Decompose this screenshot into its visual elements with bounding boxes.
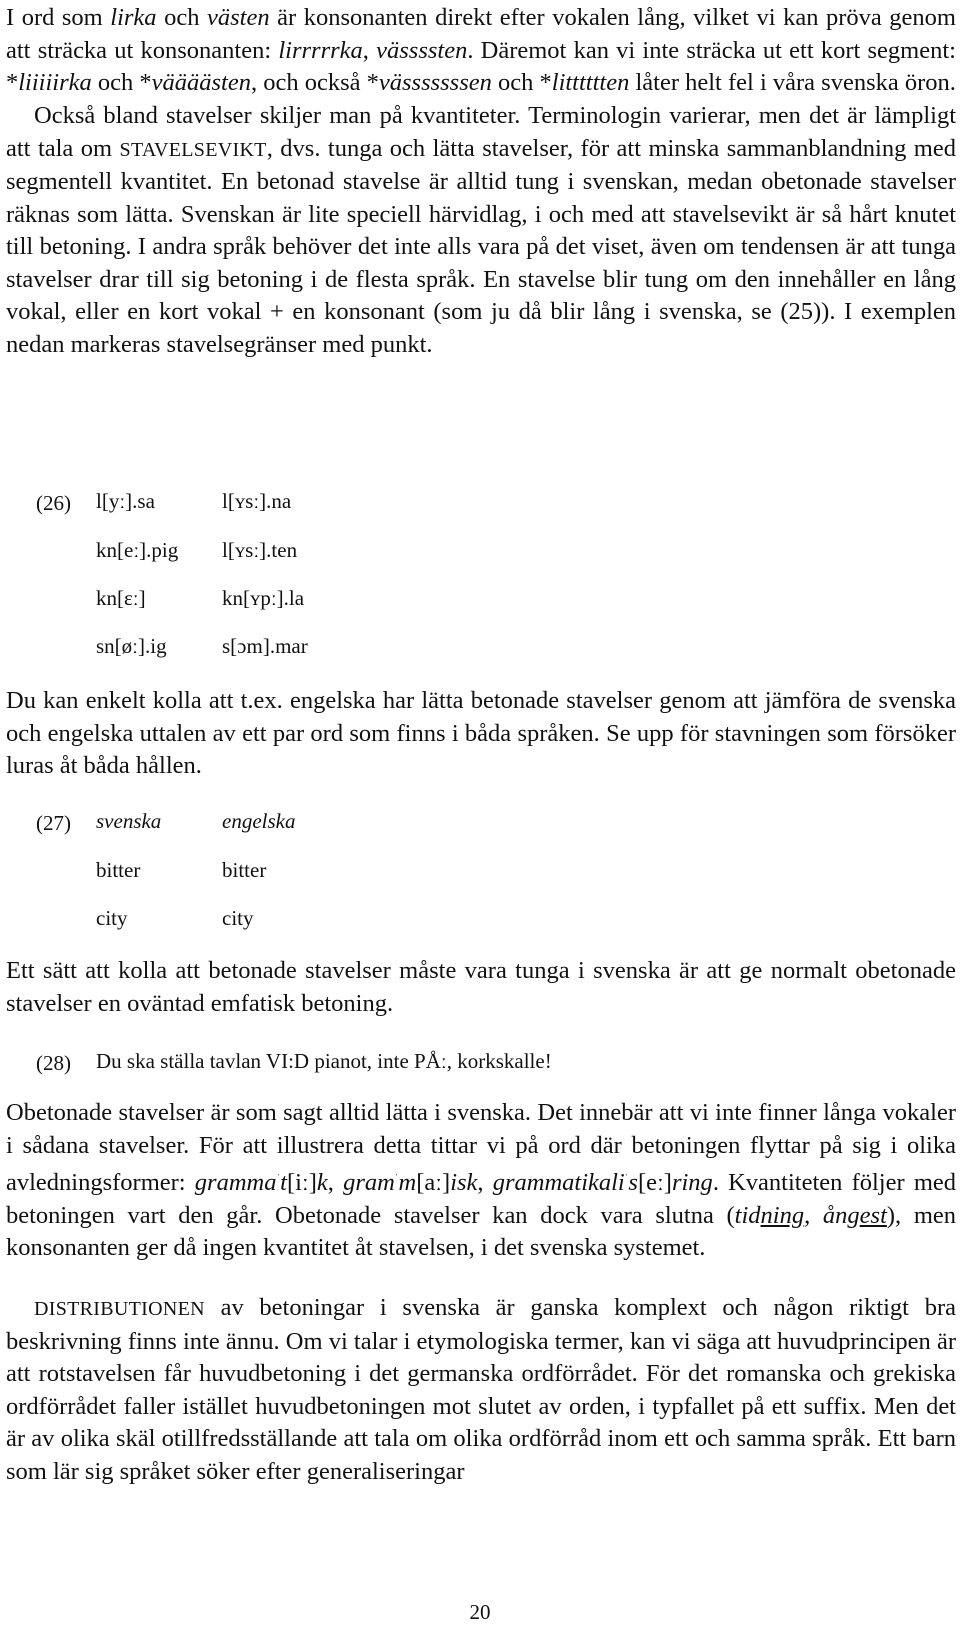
example-item: kn[ʏpː].la (222, 586, 305, 610)
paragraph-4: Ett sätt att kolla att betonade stavelser måste vara tunga i svenska är att ge normalt obetonade stavelser en oväntad emfatisk betoning. (6, 957, 956, 1017)
example-header: svenska (96, 809, 162, 833)
paragraph-6: DISTRIBUTIONEN av betoningar i svenska är ganska komplext och någon riktigt bra beskrivning finns inte ännu. Om vi talar i etymologiska termer, kan vi säga att huvudprincipen är att rotstavelsen får huvudbetoning i det germanska ordförrådet. För det romanska och grekiska ordförrådet faller istället huvudbetoningen mot slutet av orden, i typfallet på ett suffix. Men det är av olika skäl otillfredsställande att tala om olika ordförråd inom ett och samma språk. Ett barn som lär sig språket söker efter generaliseringar (6, 1294, 956, 1485)
example-header: engelska (222, 809, 296, 833)
example-number: (27) (36, 811, 71, 835)
paragraph-5: Obetonade stavelser är som sagt alltid lätta i svenska. Det innebär att vi inte finner långa vokaler i sådana stavelser. För att illustrera detta tittar vi på ord där betoningen flyttar på sig i olika avledningsformer: gramma$^ˈ$t[iː]k, gram$^ˈ$m[aː]isk, grammatikali$^ˈ$s[eː]ring. Kvantiteten följer med betoningen vart den går. Obetonade stavelser kan dock vara slutna (tidning, ångest), men konsonanten ger då ingen kvantitet åt stavelsen, i det svenska systemet. (6, 1099, 957, 1262)
paragraph-1: I ord som lirka och västen är konsonanten direkt efter vokalen lång, vilket vi kan pröva genom att sträcka ut konsonanten: lirrrrrka, vässssten. Däremot kan vi inte sträcka ut ett kort segment: *liiiiirka och *väääästen, och också *vässsssssen och *litttttten låter helt fel i våra svenska öron. (6, 4, 956, 96)
paragraph-2: Också bland stavelser skiljer man på kvantiteter. Terminologin varierar, men det är lämpligt att tala om STAVELSEVIKT, dvs. tunga och lätta stavelser, för att minska sammanblandning med segmentell kvantitet. En betonad stavelse är alltid tung i svenskan, medan obetonade stavelser räknas som lätta. Svenskan är lite speciell härvidlag, i och med att stavelsevikt är så hårt knutet till betoning. I andra språk behöver det inte alls vara på det viset, även om tendensen är att tunga stavelser drar till sig betoning i de flesta språk. En stavelse blir tung om den innehåller en lång vokal, eller en kort vokal + en konsonant (som ju då blir lång i svenska, se (25)). I exemplen nedan markeras stavelsegränser med punkt. (6, 102, 956, 358)
page-number: 20 (469, 1600, 491, 1624)
paragraph-3: Du kan enkelt kolla att t.ex. engelska har lätta betonade stavelser genom att jämföra de svenska och engelska uttalen av ett par ord som finns i båda språken. Se upp för stavningen som försöker luras åt båda hållen. (6, 687, 956, 779)
example-item: city (222, 906, 254, 930)
example-item: bitter (222, 858, 267, 882)
example-item: kn[ɛː] (96, 586, 146, 610)
example-item: bitter (96, 858, 141, 882)
example-item: city (96, 906, 128, 930)
example-item: sn[øː].ig (96, 634, 167, 658)
example-item: kn[eː].pig (96, 538, 179, 562)
example-item: l[ʏsː].na (222, 489, 292, 513)
example-item: s[ɔm].mar (222, 634, 308, 658)
example-number: (28) (36, 1051, 71, 1075)
example-item: l[yː].sa (96, 489, 155, 513)
example-number: (26) (36, 491, 71, 515)
example-item: l[ʏsː].ten (222, 538, 298, 562)
example-sentence: Du ska ställa tavlan VI:D pianot, inte PÅː, korkskalle! (96, 1049, 552, 1073)
